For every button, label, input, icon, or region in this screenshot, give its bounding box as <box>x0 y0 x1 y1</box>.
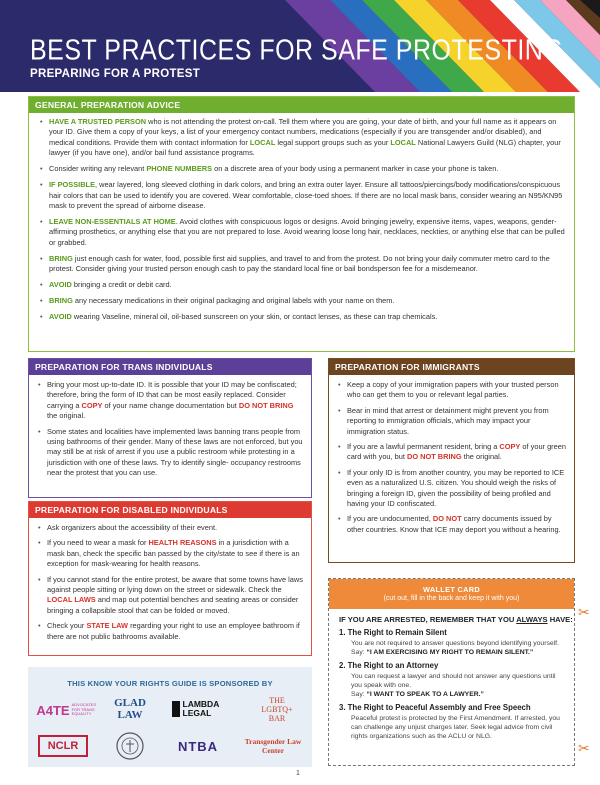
list-item: • HAVE A TRUSTED PERSON who is not attending the protest on-call. Tell them where you are going, your date of birth, and your full name as it appears on your ID. Give them a copy of your keys, a list of your emergency contact numbers, medications (especially if you are transgender and/or disabled), and medical conditions. Provide them with contact information for LOCAL legal support groups such as your LOCAL National Lawyers Guild (NLG) chapter, your lawyer (if you have one), and/or bail fund assistance programs. <box>35 117 566 159</box>
list-item: • If you are undocumented, DO NOT carry documents issued by other countries. Know that ICE may deport you without a hearing. <box>333 514 568 535</box>
list-item: • AVOID wearing Vaseline, mineral oil, oil-based sunscreen on your skin, or contact lenses, as these can trap chemicals. <box>35 312 566 322</box>
list-item: • BRING any necessary medications in their original packaging and original labels with your name on them. <box>35 296 566 306</box>
general-advice-section <box>28 96 575 352</box>
right-assembly <box>329 699 574 741</box>
disabled-heading: PREPARATION FOR DISABLED INDIVIDUALS <box>29 502 311 518</box>
immigrants-heading: PREPARATION FOR IMMIGRANTS <box>329 359 574 375</box>
disabled-section <box>28 501 312 656</box>
glad-law-logo: GLAD LAW <box>114 697 146 721</box>
list-item: • IF POSSIBLE, wear layered, long sleeved clothing in dark colors, and bring an extra outer layer. Ensure all tattoos/piercings/body modifications/conspicuous hair colors that can be used to identify you are covered. Wear comfortable, close-toed shoes. If there are no local mask bans, consider wearing an N95/KN95 mask to prevent the spread of airborne disease. <box>35 180 566 211</box>
transgender-law-center-logo: Transgender Law Center <box>244 737 302 755</box>
list-item: • If your only ID is from another country, you may be reported to ICE even as a naturalized U.S. citizen. You should weigh the risks of bringing a foreign ID, given the possibility of being profiled and having your ID confiscated. <box>333 468 568 510</box>
lgbtq-bar-logo: THE LGBTQ+ BAR <box>261 695 293 723</box>
wallet-card <box>328 578 575 766</box>
list-item: • Check your STATE LAW regarding your right to use an employee bathroom if there are not public bathrooms available. <box>33 621 303 642</box>
wallet-card-subtitle: (cut out, fill in the back and keep it with you) <box>383 595 520 602</box>
seal-icon <box>116 732 144 760</box>
nclr-logo: NCLR <box>38 735 88 757</box>
trans-list <box>29 375 311 479</box>
page-number: 1 <box>296 770 300 777</box>
list-item: • Consider writing any relevant PHONE NUMBERS on a discrete area of your body using a permanent marker in case your phone is taken. <box>35 164 566 174</box>
list-item: • Some states and localities have implemented laws banning trans people from using bathrooms of their gender. Many of these laws are not enforced, but you may still be at risk of arrest if you use a public restroom while protesting in a jurisdiction with one of these laws. Try to identify single- occupancy restrooms near the protest that you can use. <box>33 427 303 479</box>
list-item: • LEAVE NON-ESSENTIALS AT HOME. Avoid clothes with conspicuous logos or designs. Avoid bringing jewelry, expensive items, vapes, weapons, gender-affirming prosthetics, or anything else that you are not prepared to lose. Avoid wearing loose long hair, necklaces, neckties, or anything else that can be pulled or grabbed. <box>35 217 566 248</box>
disabled-list <box>29 518 311 642</box>
page-subtitle: PREPARING FOR A PROTEST <box>30 68 201 80</box>
general-advice-list <box>29 113 574 323</box>
right-body: You are not required to answer questions beyond identifying yourself. <box>351 640 559 647</box>
list-item: • If you are a lawful permanent resident, bring a COPY of your green card with you, but DO NOT BRING the original. <box>333 442 568 463</box>
right-title: 3. The Right to Peaceful Assembly and Free Speech <box>339 703 531 712</box>
immigrants-list <box>329 375 574 535</box>
header-banner <box>0 0 600 92</box>
right-title: 2. The Right to an Attorney <box>339 661 439 670</box>
list-item: • Bring your most up-to-date ID. It is possible that your ID may be confiscated; therefore, bring the form of ID that can be most easily replaced. Consider carrying a COPY of your name change documentation but DO NOT BRING the original. <box>33 380 303 422</box>
wallet-card-header <box>329 579 574 609</box>
scissors-icon: ✂ <box>578 604 590 620</box>
list-item: • AVOID bringing a credit or debit card. <box>35 280 566 290</box>
sponsors-section <box>28 667 312 767</box>
trans-section <box>28 358 312 498</box>
a4te-logo: A4TE ADVOCATES FOR TRANS EQUALITY <box>36 702 96 718</box>
list-item: • Keep a copy of your immigration papers with your trusted person who can get them to you or relevant legal parties. <box>333 380 568 401</box>
lambda-legal-logo: LAMBDA LEGAL <box>166 697 236 721</box>
right-body: Peaceful protest is protected by the First Amendment. If arrested, you can challenge any unjust charges later. Seek legal advice from civil rights organizations such as the ACLU or NLG. <box>351 715 560 740</box>
sponsors-heading: THIS KNOW YOUR RIGHTS GUIDE IS SPONSORED BY <box>67 679 273 688</box>
scissors-icon: ✂ <box>578 740 590 756</box>
right-say: Say: “I WANT TO SPEAK TO A LAWYER.” <box>351 691 484 698</box>
right-attorney <box>329 657 574 699</box>
list-item: • If you need to wear a mask for HEALTH REASONS in a jurisdiction with a mask ban, check the specific ban passed by the city/state to see if there is an exception for mask-wearing for health reasons. <box>33 538 303 569</box>
general-advice-heading: GENERAL PREPARATION ADVICE <box>29 97 574 113</box>
list-item: • If you cannot stand for the entire protest, be aware that some towns have laws against people sitting or lying down on the street or sidewalk. Check the LOCAL LAWS and map out potential benches and seating areas or consider bringing a collapsible stool that can be folded or moved. <box>33 575 303 617</box>
ncte-seal-logo <box>106 731 154 761</box>
immigrants-section <box>328 358 575 563</box>
ntba-logo: NTBA <box>177 738 219 754</box>
wallet-intro: IF YOU ARE ARRESTED, REMEMBER THAT YOU ALWAYS HAVE: <box>339 615 573 624</box>
trans-heading: PREPARATION FOR TRANS INDIVIDUALS <box>29 359 311 375</box>
wallet-card-title: WALLET CARD <box>422 585 481 594</box>
right-remain-silent <box>329 624 574 657</box>
page-title: BEST PRACTICES FOR SAFE PROTESTING <box>30 34 564 67</box>
list-item: • Ask organizers about the accessibility of their event. <box>33 523 303 533</box>
right-say: Say: “I AM EXERCISING MY RIGHT TO REMAIN SILENT.” <box>351 649 534 656</box>
right-body: You can request a lawyer and should not answer any questions until you speak with one. <box>351 673 556 689</box>
right-title: 1. The Right to Remain Silent <box>339 628 447 637</box>
list-item: • Bear in mind that arrest or detainment might prevent you from reporting to immigration officials, which may impact your immigration status. <box>333 406 568 437</box>
list-item: • BRING just enough cash for water, food, possible first aid supplies, and travel to and from the protest. Do not bring your daily commuter metro card to the protest. Consider giving your trusted person enough cash to pay the standard local fine or bail bondsperson fee for a misdemeanor. <box>35 254 566 275</box>
